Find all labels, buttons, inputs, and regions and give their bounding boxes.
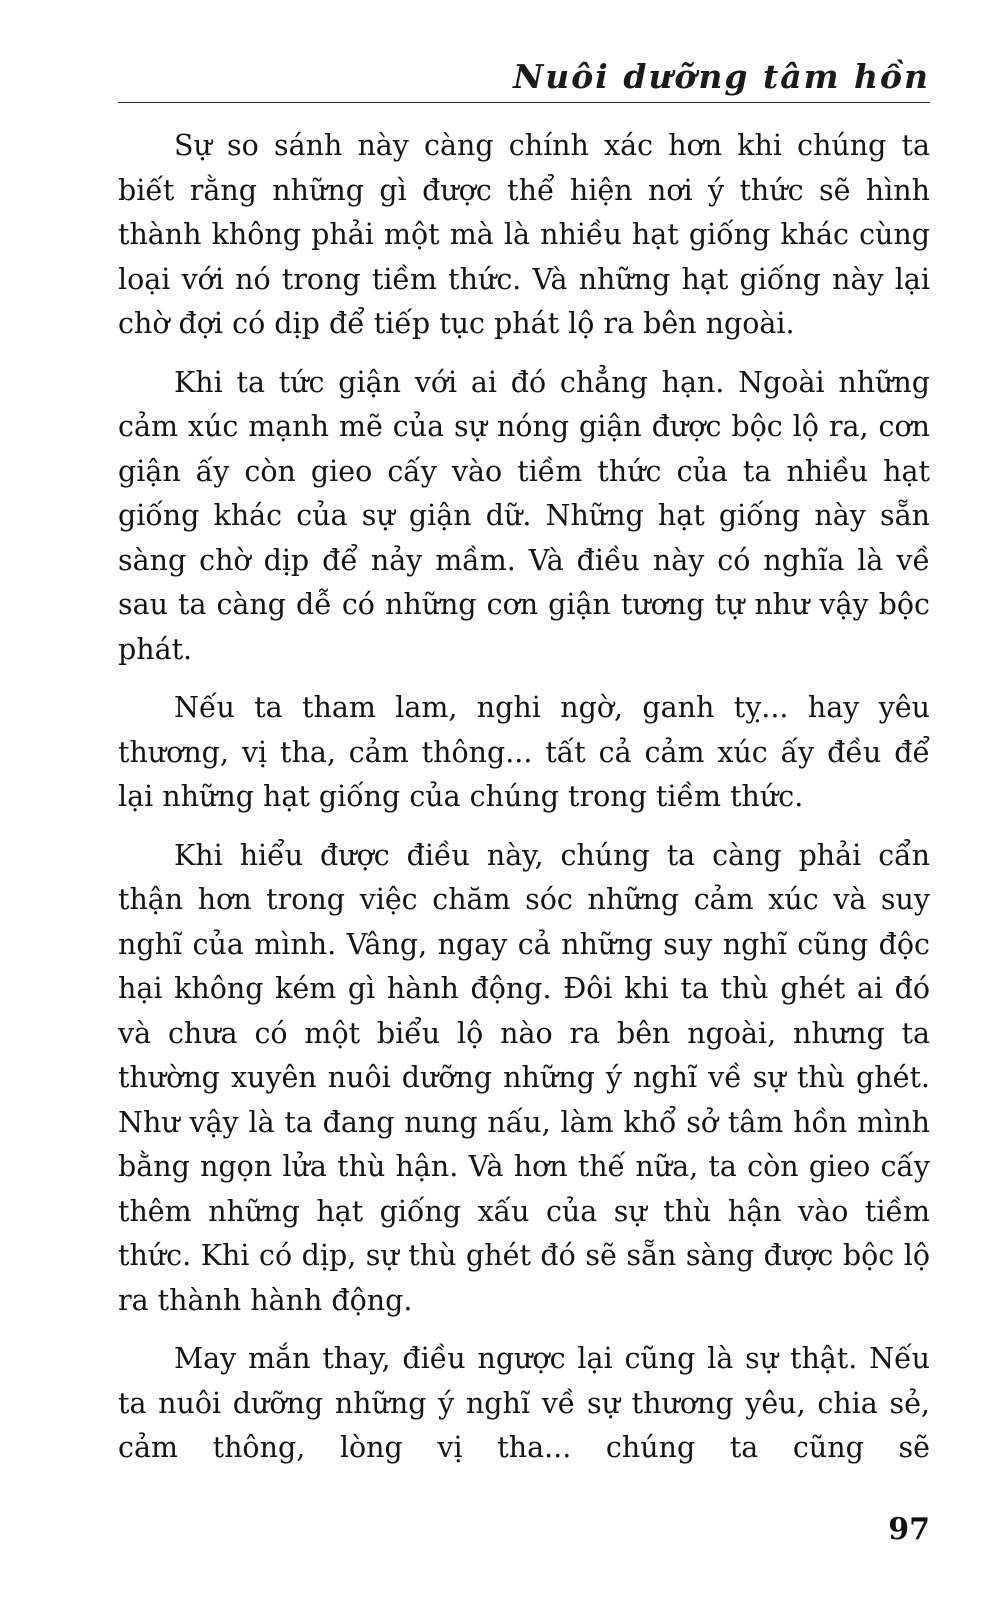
paragraph-1: Sự so sánh này càng chính xác hơn khi chúng ta biết rằng những gì được thể hiện nơi ý thức sẽ hình thành không phải một mà là nhiều hạt giống khác cùng loại với nó trong tiềm thức. Và những hạt giống này lại chờ đợi có dịp để tiếp tục phát lộ ra bên ngoài. [118, 129, 930, 340]
paragraph-2: Khi ta tức giận với ai đó chẳng hạn. Ngoài những cảm xúc mạnh mẽ của sự nóng giận được bộc lộ ra, cơn giận ấy còn gieo cấy vào tiềm thức của ta nhiều hạt giống khác của sự giận dữ. Những hạt giống này sẵn sàng chờ dịp để nảy mầm. Và điều này có nghĩa là về sau ta càng dễ có những cơn giận tương tự như vậy bộc phát. [118, 365, 930, 666]
running-header-title: Nuôi dưỡng tâm hồn [513, 57, 930, 96]
paragraph-4: Khi hiểu được điều này, chúng ta càng phải cẩn thận hơn trong việc chăm sóc những cảm xúc và suy nghĩ của mình. Vâng, ngay cả những suy nghĩ cũng độc hại không kém gì hành động. Đôi khi ta thù ghét ai đó và chưa có một biểu lộ nào ra bên ngoài, nhưng ta thường xuyên nuôi dưỡng những ý nghĩ về sự thù ghét. Như vậy là ta đang nung nấu, làm khổ sở tâm hồn mình bằng ngọn lửa thù hận. Và hơn thế nữa, ta còn gieo cấy thêm những hạt giống xấu của sự thù hận vào tiềm thức. Khi có dịp, sự thù ghét đó sẽ sẵn sàng được bộc lộ ra thành hành động. [118, 838, 930, 1317]
paragraph-3: Nếu ta tham lam, nghi ngờ, ganh tỵ... hay yêu thương, vị tha, cảm thông... tất cả cảm xúc ấy đều để lại những hạt giống của chúng trong tiềm thức. [118, 691, 930, 813]
body-text [118, 124, 930, 1485]
running-header [118, 52, 930, 103]
paragraph-5: May mắn thay, điều ngược lại cũng là sự thật. Nếu ta nuôi dưỡng những ý nghĩ về sự thương yêu, chia sẻ, cảm thông, lòng vị tha... chúng ta cũng sẽ [118, 1342, 930, 1464]
page-number: 97 [888, 1512, 930, 1547]
